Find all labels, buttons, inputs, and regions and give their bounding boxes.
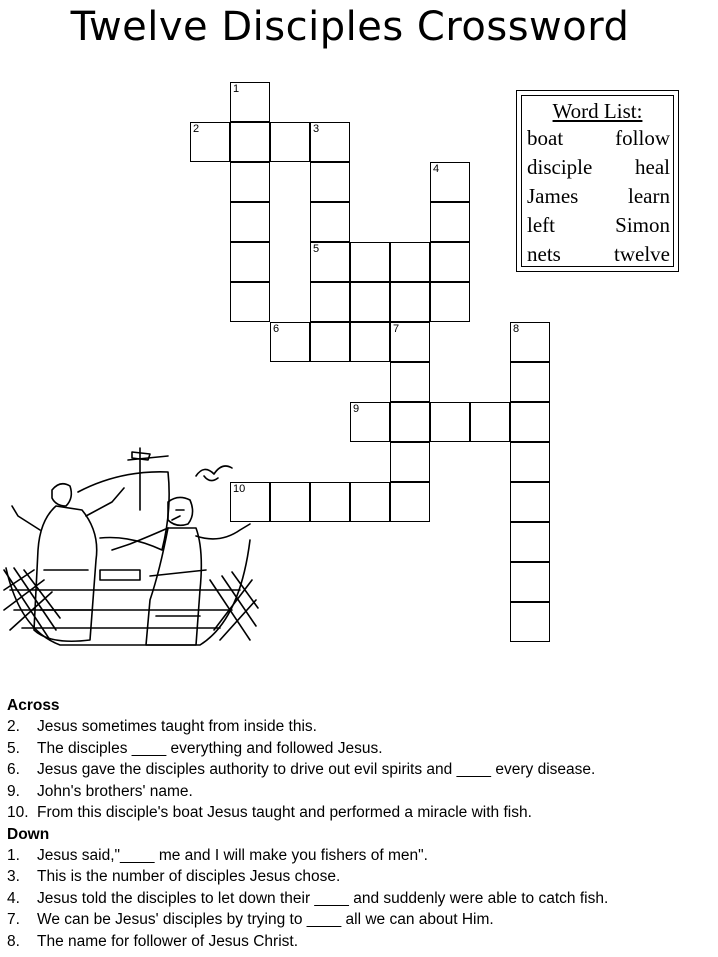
- crossword-cell[interactable]: [270, 322, 310, 362]
- crossword-cell[interactable]: [510, 402, 550, 442]
- clue-text: The disciples ____ everything and followed Jesus.: [37, 739, 383, 757]
- clue-text: Jesus gave the disciples authority to drive out evil spirits and ____ every disease.: [37, 761, 596, 778]
- crossword-cell[interactable]: [270, 482, 310, 522]
- crossword-cell[interactable]: [470, 402, 510, 442]
- clue-number: 4.: [7, 889, 20, 907]
- down-clue: [7, 931, 712, 953]
- crossword-cell[interactable]: [390, 362, 430, 402]
- clue-number-label: 3: [313, 123, 320, 135]
- across-clue: [7, 738, 712, 760]
- clue-text: From this disciple's boat Jesus taught and performed a miracle with fish.: [37, 804, 532, 821]
- word-list-word: left: [527, 213, 555, 237]
- clue-text: Jesus told the disciples to let down their ____ and suddenly were able to catch fish.: [37, 889, 609, 907]
- word-list-row: [522, 240, 673, 269]
- crossword-cell[interactable]: [310, 282, 350, 322]
- clues-section: [7, 695, 712, 952]
- clue-text: John's brothers' name.: [37, 782, 193, 800]
- crossword-cell[interactable]: [390, 442, 430, 482]
- crossword-cell[interactable]: [510, 522, 550, 562]
- crossword-cell[interactable]: [430, 282, 470, 322]
- clue-number-label: 5: [313, 243, 320, 255]
- crossword-cell[interactable]: [510, 322, 550, 362]
- crossword-cell[interactable]: [430, 402, 470, 442]
- crossword-cell[interactable]: [230, 242, 270, 282]
- clue-number: 7.: [7, 911, 20, 928]
- down-clue: [7, 866, 712, 888]
- word-list-word: James: [527, 184, 579, 208]
- down-heading: Down: [7, 825, 50, 843]
- crossword-cell[interactable]: [350, 322, 390, 362]
- across-heading: Across: [7, 697, 60, 714]
- crossword-cell[interactable]: [390, 282, 430, 322]
- crossword-cell[interactable]: [390, 242, 430, 282]
- word-list-row: [522, 211, 673, 240]
- crossword-cell[interactable]: [230, 122, 270, 162]
- clue-number: 3.: [7, 868, 20, 885]
- word-list-word: twelve: [614, 242, 670, 266]
- clue-number-label: 4: [433, 163, 440, 175]
- word-list-row: [522, 153, 673, 182]
- clue-number-label: 1: [233, 83, 240, 95]
- crossword-cell[interactable]: [430, 162, 470, 202]
- clue-number-label: 6: [273, 323, 280, 335]
- crossword-cell[interactable]: [230, 282, 270, 322]
- clue-number-label: 7: [393, 323, 400, 335]
- clue-text: We can be Jesus' disciples by trying to ____ all we can about Him.: [37, 911, 494, 928]
- clue-number: 6.: [7, 761, 20, 778]
- disciples-boat-illustration: [0, 440, 262, 665]
- crossword-cell[interactable]: [510, 482, 550, 522]
- down-clue: [7, 909, 712, 931]
- across-clue: [7, 716, 712, 738]
- clue-number: 2.: [7, 718, 20, 735]
- crossword-cell[interactable]: [310, 122, 350, 162]
- word-list-heading: Word List:: [552, 99, 643, 123]
- word-list-word: nets: [527, 242, 561, 266]
- clue-number-label: 10: [233, 483, 246, 495]
- word-list-word: boat: [527, 126, 564, 150]
- crossword-cell[interactable]: [430, 242, 470, 282]
- across-clue: [7, 781, 712, 803]
- clue-text: The name for follower of Jesus Christ.: [37, 932, 299, 950]
- clue-number: 5.: [7, 739, 20, 757]
- clue-number: 8.: [7, 932, 20, 950]
- crossword-cell[interactable]: [350, 482, 390, 522]
- word-list-word: follow: [615, 126, 670, 150]
- crossword-cell[interactable]: [310, 162, 350, 202]
- clue-text: This is the number of disciples Jesus chose.: [37, 868, 341, 885]
- word-list-row: [522, 124, 673, 153]
- crossword-cell[interactable]: [390, 322, 430, 362]
- word-list-row: [522, 182, 673, 211]
- across-clue: [7, 802, 712, 824]
- crossword-cell[interactable]: [230, 82, 270, 122]
- clue-number: 1.: [7, 846, 20, 864]
- page-title: Twelve Disciples Crossword: [70, 4, 630, 50]
- word-list-word: learn: [628, 184, 670, 208]
- clue-number: 9.: [7, 782, 20, 800]
- crossword-cell[interactable]: [230, 202, 270, 242]
- crossword-cell[interactable]: [510, 362, 550, 402]
- clue-number: 10.: [7, 804, 29, 821]
- crossword-cell[interactable]: [310, 242, 350, 282]
- clue-text: Jesus sometimes taught from inside this.: [37, 718, 317, 735]
- crossword-cell[interactable]: [510, 562, 550, 602]
- crossword-cell[interactable]: [390, 482, 430, 522]
- crossword-cell[interactable]: [270, 122, 310, 162]
- crossword-cell[interactable]: [350, 402, 390, 442]
- clue-text: Jesus said,"____ me and I will make you fishers of men".: [37, 846, 428, 864]
- crossword-cell[interactable]: [430, 202, 470, 242]
- down-clue: [7, 845, 712, 867]
- across-clue: [7, 759, 712, 781]
- word-list-box: [516, 90, 679, 272]
- crossword-cell[interactable]: [310, 202, 350, 242]
- crossword-cell[interactable]: [510, 442, 550, 482]
- crossword-cell[interactable]: [310, 482, 350, 522]
- crossword-cell[interactable]: [310, 322, 350, 362]
- clue-number-label: 9: [353, 403, 360, 415]
- crossword-cell[interactable]: [390, 402, 430, 442]
- word-list-word: Simon: [615, 213, 670, 237]
- clue-number-label: 8: [513, 323, 520, 335]
- crossword-cell[interactable]: [350, 282, 390, 322]
- crossword-cell[interactable]: [230, 162, 270, 202]
- down-clue: [7, 888, 712, 910]
- clue-number-label: 2: [193, 123, 200, 135]
- crossword-cell[interactable]: [510, 602, 550, 642]
- crossword-cell[interactable]: [190, 122, 230, 162]
- word-list-word: disciple: [527, 155, 593, 179]
- crossword-cell[interactable]: [350, 242, 390, 282]
- word-list-word: heal: [635, 155, 670, 179]
